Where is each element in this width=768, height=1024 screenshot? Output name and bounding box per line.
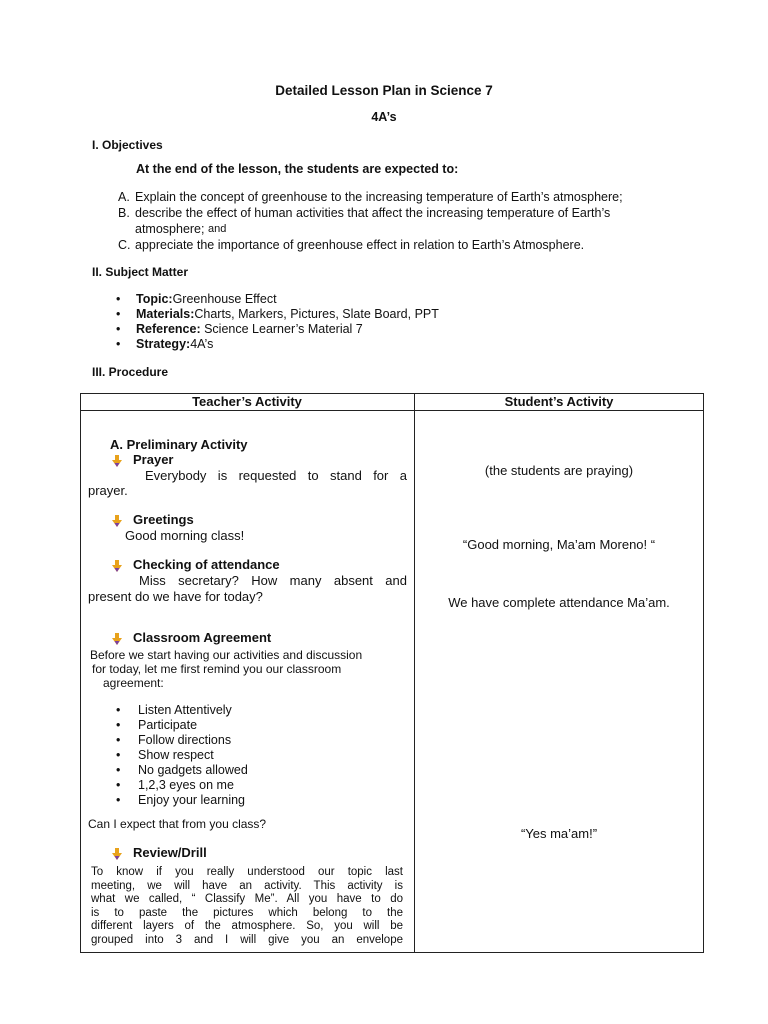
attendance-text-line1: Miss secretary? How many absent and	[139, 573, 407, 588]
agreement-heading: Classroom Agreement	[133, 630, 272, 645]
list-item	[116, 793, 248, 808]
preliminary-activity-heading: A. Preliminary Activity	[110, 437, 248, 452]
review-text-line6: grouped into 3 and I will give you an envelope	[91, 934, 403, 946]
attendance-student-response: We have complete attendance Ma’am.	[448, 595, 670, 610]
list-item	[116, 292, 439, 307]
strategy-label: Strategy:	[136, 337, 191, 351]
list-item	[116, 763, 248, 778]
agreement-text-line3: agreement:	[103, 676, 164, 690]
agreement-student-response: “Yes ma’am!”	[520, 826, 598, 841]
bullet-dot: •	[116, 748, 121, 762]
bullet-dot: •	[116, 307, 121, 321]
topic-value: Greenhouse Effect	[172, 292, 277, 306]
teacher-column-header: Teacher’s Activity	[192, 394, 302, 409]
review-text-line5: different layers of the atmosphere. So, you will be	[91, 920, 403, 932]
materials-value: Charts, Markers, Pictures, Slate Board, PPT	[194, 307, 439, 321]
objective-b	[118, 205, 718, 221]
bullet-dot: •	[116, 718, 121, 732]
strategy-value: 4A’s	[190, 337, 214, 351]
bullet-dot: •	[116, 763, 121, 777]
procedure-heading: III. Procedure	[92, 365, 169, 379]
greetings-student-response: “Good morning, Ma’am Moreno! “	[462, 537, 656, 552]
greetings-text: Good morning class!	[125, 528, 245, 543]
subject-matter-list	[116, 292, 439, 352]
bullet-dot: •	[116, 793, 121, 807]
objective-letter: B.	[118, 206, 130, 220]
rule-text: Enjoy your learning	[138, 793, 246, 807]
review-text-line3: what we called, “ Classify Me”. All you have to do	[91, 893, 403, 905]
agreement-text-line1: Before we start having our activities and discussion	[90, 648, 363, 662]
rule-text: Listen Attentively	[138, 703, 232, 717]
objective-letter: C.	[118, 238, 131, 252]
student-column-header: Student’s Activity	[504, 394, 614, 409]
materials-label: Materials:	[136, 307, 195, 321]
list-item	[116, 748, 248, 763]
greetings-heading: Greetings	[133, 512, 194, 527]
list-item	[116, 718, 248, 733]
reference-label: Reference:	[136, 322, 201, 336]
topic-label: Topic:	[136, 292, 173, 306]
agreement-rules-list	[116, 703, 248, 808]
list-item	[116, 322, 439, 337]
objective-a	[118, 189, 718, 205]
document-title: Detailed Lesson Plan in Science 7	[275, 83, 493, 98]
objectives-heading: I. Objectives	[92, 138, 163, 152]
objective-text: Explain the concept of greenhouse to the increasing temperature of Earth’s atmosphere;	[135, 190, 623, 204]
table-header-divider	[80, 410, 703, 411]
attendance-heading: Checking of attendance	[133, 557, 280, 572]
review-heading: Review/Drill	[133, 845, 207, 860]
rule-text: Participate	[138, 718, 198, 732]
prayer-heading: Prayer	[133, 452, 174, 467]
list-item	[116, 337, 439, 352]
prayer-student-response: (the students are praying)	[484, 463, 634, 478]
list-item	[116, 703, 248, 718]
review-text-line4: is to paste the pictures which belong to the	[91, 907, 403, 919]
rule-text: Follow directions	[138, 733, 232, 747]
arrow-down-bullet-icon	[110, 559, 124, 573]
objectives-intro: At the end of the lesson, the students are expected to:	[136, 162, 459, 176]
objective-text-cont: atmosphere;	[135, 222, 205, 236]
objective-letter: A.	[118, 190, 130, 204]
review-text-line1: To know if you really understood our topic last	[91, 866, 403, 878]
reference-value: Science Learner’s Material 7	[200, 322, 363, 336]
arrow-down-bullet-icon	[110, 454, 124, 468]
prayer-text-line1: Everybody is requested to stand for a	[145, 468, 407, 483]
bullet-dot: •	[116, 292, 121, 306]
bullet-dot: •	[116, 322, 121, 336]
agreement-question: Can I expect that from you class?	[88, 817, 267, 831]
bullet-dot: •	[116, 778, 121, 792]
arrow-down-bullet-icon	[110, 632, 124, 646]
table-column-divider	[414, 393, 415, 952]
list-item	[116, 778, 248, 793]
objective-and: and	[207, 223, 227, 235]
rule-text: 1,2,3 eyes on me	[138, 778, 234, 792]
bullet-dot: •	[116, 703, 121, 717]
rule-text: No gadgets allowed	[138, 763, 248, 777]
review-text-line2: meeting, we will have an activity. This activity is	[91, 880, 403, 892]
rule-text: Show respect	[138, 748, 214, 762]
attendance-text-line2: present do we have for today?	[88, 589, 263, 604]
prayer-text-line2: prayer.	[88, 483, 128, 498]
bullet-dot: •	[116, 733, 121, 747]
objective-text: describe the effect of human activities that affect the increasing temperature of Earth’s	[135, 206, 611, 220]
document-subtitle: 4A’s	[371, 110, 397, 124]
agreement-text-line2: for today, let me first remind you our classroom	[92, 662, 342, 676]
objective-c	[118, 237, 718, 253]
arrow-down-bullet-icon	[110, 847, 124, 861]
objective-b-cont	[135, 221, 735, 237]
bullet-dot: •	[116, 337, 121, 351]
list-item	[116, 733, 248, 748]
objective-text: appreciate the importance of greenhouse effect in relation to Earth’s Atmosphere.	[135, 238, 585, 252]
arrow-down-bullet-icon	[110, 514, 124, 528]
list-item	[116, 307, 439, 322]
subject-matter-heading: II. Subject Matter	[92, 265, 189, 279]
